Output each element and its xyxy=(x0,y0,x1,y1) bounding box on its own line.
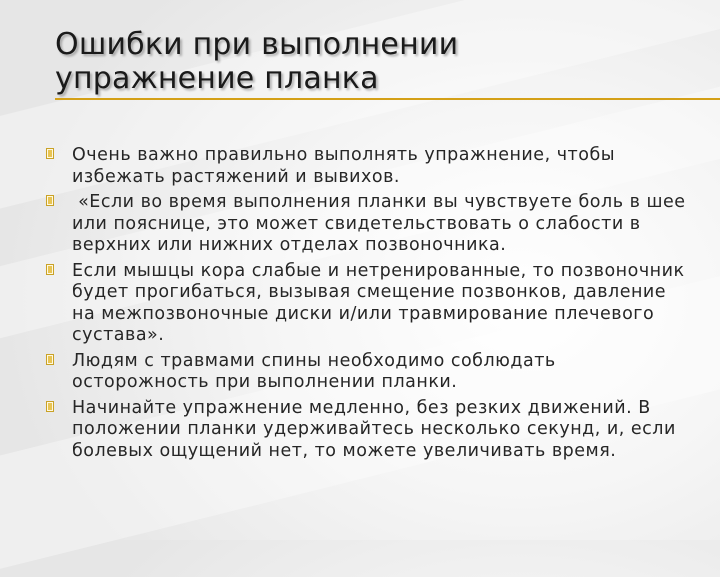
bullet-text: «Если во время выполнения планки вы чувствуете боль в шее или пояснице, это может свидетельствовать о слабости в верхних или нижних отделах позвоночника. xyxy=(72,192,692,255)
slide-title-line-1: Ошибки при выполнении xyxy=(55,27,459,62)
bullet-item xyxy=(46,192,692,257)
square-bullet-icon xyxy=(46,401,55,413)
bullet-text: Людям с травмами спины необходимо соблюдать осторожность при выполнении планки. xyxy=(72,350,556,392)
square-bullet-icon xyxy=(46,148,55,160)
slide-title-line-2: упражнение планка xyxy=(55,61,379,96)
bullet-item xyxy=(46,261,686,347)
bullet-item xyxy=(46,145,686,188)
bullet-text: Очень важно правильно выполнять упражнение, чтобы избежать растяжений и вывихов. xyxy=(72,145,616,187)
title-underline xyxy=(55,98,720,100)
square-bullet-icon xyxy=(46,195,55,207)
bullet-item xyxy=(46,351,686,394)
square-bullet-icon xyxy=(46,354,55,366)
bullet-text: Начинайте упражнение медленно, без резких движений. В положении планки удерживайтесь несколько секунд, и, если болевых ощущений нет, то можете увеличивать время. xyxy=(72,397,676,461)
bullet-item xyxy=(46,398,686,463)
bullet-text: Если мышцы кора слабые и нетренированные, то позвоночник будет прогибаться, вызывая смещение позвонков, давление на межпозвоночные диски и/или травмирование плечевого сустава». xyxy=(72,260,685,345)
slide-title xyxy=(55,28,458,96)
bullet-list xyxy=(46,145,692,466)
square-bullet-icon xyxy=(46,264,55,276)
